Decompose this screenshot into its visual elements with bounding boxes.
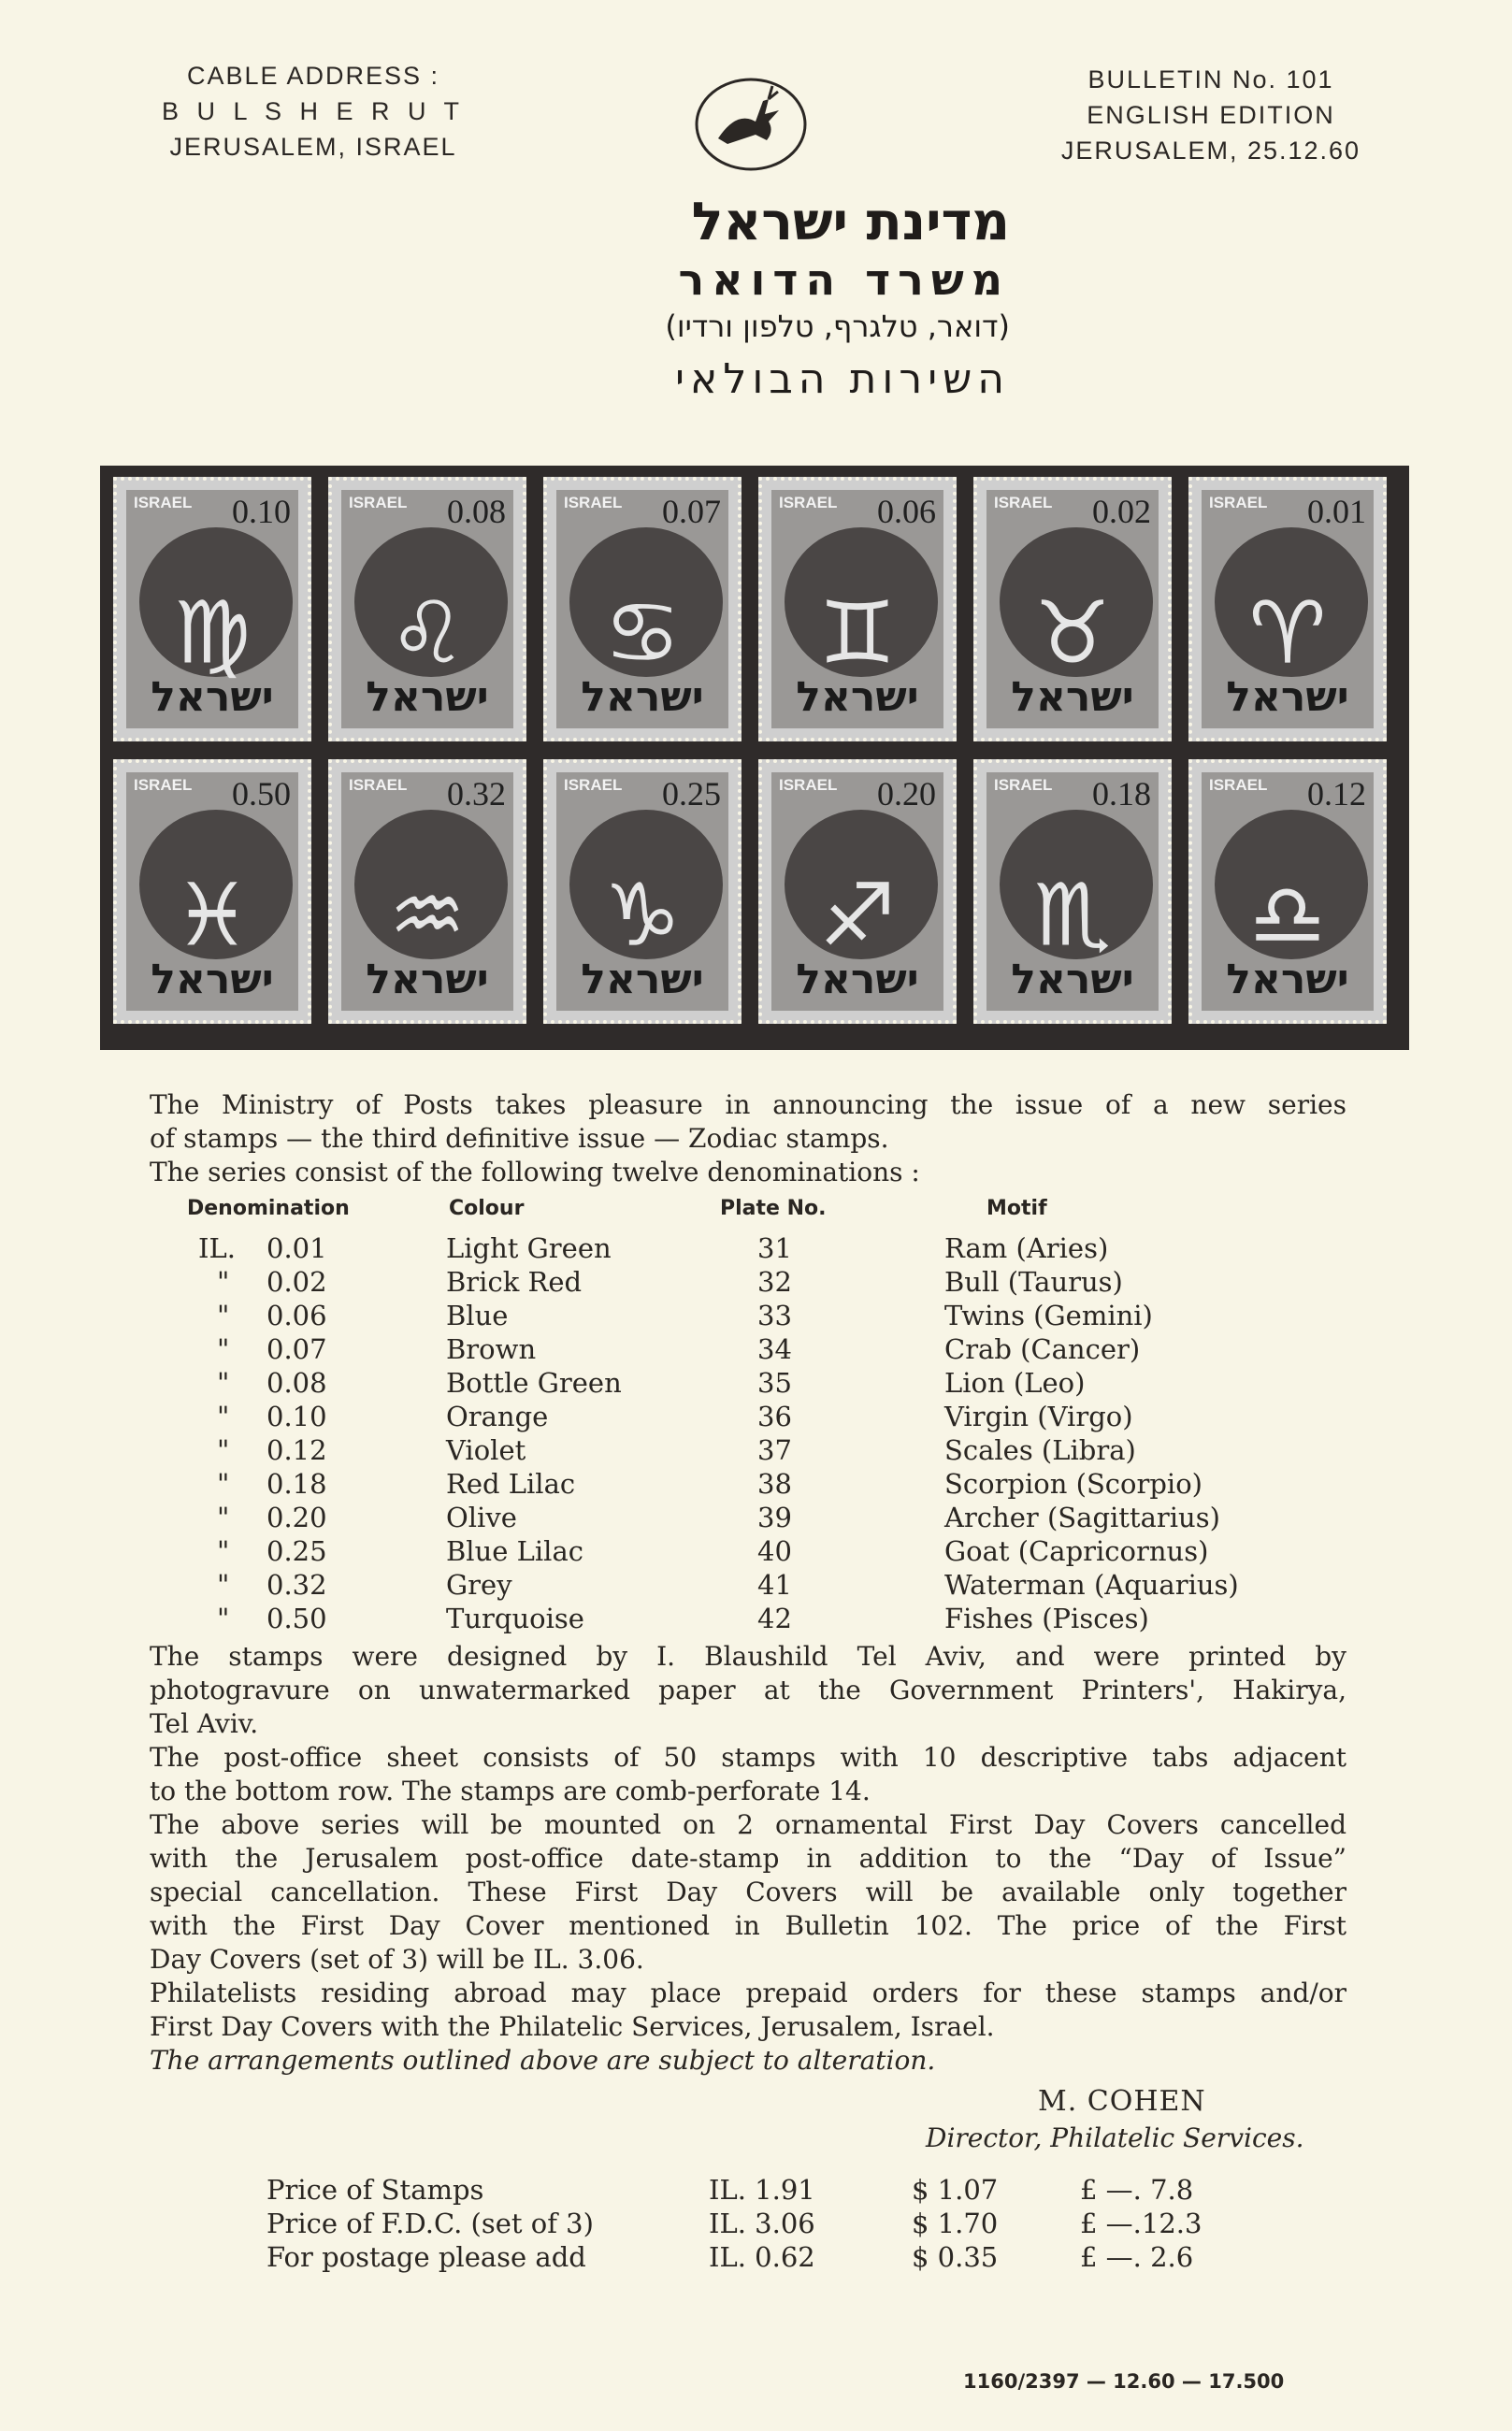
stamp-country: ISRAEL: [779, 494, 838, 511]
cable-address-label: CABLE ADDRESS :: [186, 62, 440, 90]
text-line: to the bottom row. The stamps are comb-perforate 14.: [150, 1776, 871, 1806]
stamp-country: ISRAEL: [1209, 494, 1268, 511]
text-line: Philatelists residing abroad may place prepaid orders for these stamps and/or: [150, 1978, 1346, 2008]
stamp-value: 0.12: [1307, 775, 1366, 813]
text-line: The post-office sheet consists of 50 stamps with 10 descriptive tabs adjacent: [150, 1742, 1346, 1773]
stamp-hebrew-name: ישראל: [796, 956, 919, 1003]
denomination-prefix: ": [217, 1603, 230, 1634]
price-label: Price of F.D.C. (set of 3): [266, 2208, 594, 2239]
stamp-hebrew-name: ישראל: [581, 673, 704, 721]
zodiac-stamp: [758, 477, 957, 741]
denomination-value: 0.50: [266, 1603, 327, 1634]
paragraph-design: [150, 1640, 1346, 2078]
stamp-country: ISRAEL: [134, 494, 193, 511]
stamp-motif: Fishes (Pisces): [944, 1603, 1149, 1634]
stamp-image: [986, 772, 1159, 1011]
stamp-motif: Waterman (Aquarius): [944, 1569, 1239, 1601]
col-header-plate: Plate No.: [720, 1197, 827, 1220]
stamp-country: ISRAEL: [134, 776, 193, 794]
stamp-hebrew-name: ישראל: [366, 673, 489, 721]
stamp-motif: Goat (Capricornus): [944, 1535, 1209, 1567]
stamp-colour: Bottle Green: [446, 1367, 622, 1399]
cable-address-block: [159, 58, 468, 165]
price-us-dollars: $ 1.07: [912, 2174, 999, 2206]
bulletin-edition: ENGLISH EDITION: [1087, 101, 1335, 129]
stamp-image: [771, 490, 943, 728]
denomination-prefix: ": [217, 1266, 230, 1298]
plate-number: 42: [757, 1603, 792, 1634]
stamp-country: ISRAEL: [1209, 776, 1268, 794]
price-us-dollars: $ 1.70: [912, 2208, 999, 2239]
text-line: The stamps were designed by I. Blaushild Tel Aviv, and were printed by: [150, 1641, 1346, 1672]
zodiac-sign-icon: ♉: [1033, 583, 1112, 683]
zodiac-stamp: [328, 477, 526, 741]
stamp-value: 0.06: [877, 493, 936, 530]
stamp-hebrew-name: ישראל: [1226, 956, 1349, 1003]
denomination-value: 0.01: [266, 1232, 327, 1264]
price-israeli-pounds: IL. 1.91: [709, 2174, 815, 2206]
stamp-value: 0.10: [232, 493, 291, 530]
price-israeli-pounds: IL. 3.06: [709, 2208, 815, 2239]
text-line: with the Jerusalem post-office date-stamp in addition to the “Day of Issue”: [150, 1843, 1346, 1874]
stamp-value: 0.18: [1092, 775, 1151, 813]
denomination-value: 0.06: [266, 1300, 327, 1331]
stamp-colour: Grey: [446, 1569, 512, 1601]
price-sterling: £ —.12.3: [1080, 2208, 1202, 2239]
zodiac-stamp: [973, 477, 1172, 741]
text-line: photogravure on unwatermarked paper at the Government Printers', Hakirya,: [150, 1675, 1346, 1705]
stamp-country: ISRAEL: [349, 776, 408, 794]
stamp-image: [771, 772, 943, 1011]
denomination-prefix: ": [217, 1434, 230, 1466]
stamp-value: 0.50: [232, 775, 291, 813]
zodiac-sign-icon: ♏: [1033, 865, 1112, 966]
zodiac-stamp: [113, 477, 311, 741]
plate-number: 31: [757, 1232, 792, 1264]
bulletin-number: BULLETIN No. 101: [1087, 65, 1334, 94]
stamp-value: 0.32: [447, 775, 506, 813]
stamp-hebrew-name: ישראל: [796, 673, 919, 721]
zodiac-stamp: [543, 759, 742, 1024]
denomination-prefix: ": [217, 1333, 230, 1365]
price-israeli-pounds: IL. 0.62: [709, 2241, 815, 2273]
zodiac-stamp: [1188, 759, 1387, 1024]
price-label: Price of Stamps: [266, 2174, 484, 2206]
denomination-value: 0.08: [266, 1367, 327, 1399]
text-line: First Day Covers with the Philatelic Services, Jerusalem, Israel.: [150, 2011, 995, 2042]
plate-number: 34: [757, 1333, 792, 1365]
price-sterling: £ —. 2.6: [1080, 2241, 1194, 2273]
price-label: For postage please add: [266, 2241, 586, 2273]
stamp-value: 0.25: [662, 775, 721, 813]
plate-number: 39: [757, 1502, 792, 1533]
stamp-hebrew-name: ישראל: [581, 956, 704, 1003]
stamp-image: [126, 772, 298, 1011]
denomination-value: 0.02: [266, 1266, 327, 1298]
denomination-value: 0.32: [266, 1569, 327, 1601]
text-line: with the First Day Cover mentioned in Bulletin 102. The price of the First: [150, 1910, 1346, 1941]
stamp-hebrew-name: ישראל: [1011, 673, 1134, 721]
hebrew-subtitle-services: (דואר, טלגרף, טלפון ורדיו): [665, 309, 1010, 344]
stamp-colour: Violet: [446, 1434, 526, 1466]
zodiac-sign-icon: ♌: [388, 583, 467, 683]
stamp-hebrew-name: ישראל: [366, 956, 489, 1003]
stamp-colour: Orange: [446, 1401, 549, 1432]
zodiac-sign-icon: ♊: [818, 583, 897, 683]
stamp-country: ISRAEL: [564, 494, 623, 511]
stamp-colour: Red Lilac: [446, 1468, 576, 1500]
zodiac-sign-icon: ♈: [1248, 583, 1327, 683]
zodiac-stamp: [543, 477, 742, 741]
zodiac-sign-icon: ♑: [603, 865, 682, 966]
stamp-hebrew-name: ישראל: [151, 673, 274, 721]
stamp-country: ISRAEL: [779, 776, 838, 794]
stamp-colour: Blue: [446, 1300, 509, 1331]
stamp-value: 0.08: [447, 493, 506, 530]
stamp-hebrew-name: ישראל: [151, 956, 274, 1003]
text-line: The above series will be mounted on 2 ornamental First Day Covers cancelled: [150, 1809, 1346, 1840]
denomination-value: 0.12: [266, 1434, 327, 1466]
stamp-value: 0.07: [662, 493, 721, 530]
stamp-image: [556, 772, 728, 1011]
text-line-alteration-note: The arrangements outlined above are subject to alteration.: [150, 2045, 936, 2076]
stamp-motif: Lion (Leo): [944, 1367, 1086, 1399]
col-header-denomination: Denomination: [187, 1197, 350, 1220]
stamp-hebrew-name: ישראל: [1011, 956, 1134, 1003]
stamp-colour: Brown: [446, 1333, 537, 1365]
stamp-colour: Olive: [446, 1502, 517, 1533]
col-header-motif: Motif: [986, 1197, 1047, 1220]
stamp-image: [556, 490, 728, 728]
stamp-motif: Twins (Gemini): [944, 1300, 1153, 1331]
stamp-colour: Light Green: [446, 1232, 612, 1264]
stamp-colour: Blue Lilac: [446, 1535, 583, 1567]
stamp-image: [986, 490, 1159, 728]
plate-number: 36: [757, 1401, 792, 1432]
zodiac-stamp: [973, 759, 1172, 1024]
cable-address-city: JERUSALEM, ISRAEL: [169, 133, 457, 161]
stamp-hebrew-name: ישראל: [1226, 673, 1349, 721]
denomination-prefix: ": [217, 1468, 230, 1500]
denomination-prefix: IL.: [198, 1232, 236, 1264]
stamp-motif: Ram (Aries): [944, 1232, 1109, 1264]
denomination-prefix: ": [217, 1401, 230, 1432]
stamp-colour: Turquoise: [446, 1603, 584, 1634]
zodiac-stamp: [758, 759, 957, 1024]
bulletin-block: [1047, 62, 1375, 168]
bulletin-date: JERUSALEM, 25.12.60: [1060, 137, 1361, 165]
denomination-prefix: ": [217, 1367, 230, 1399]
denomination-prefix: ": [217, 1502, 230, 1533]
stamp-motif: Virgin (Virgo): [944, 1401, 1133, 1432]
denomination-value: 0.07: [266, 1333, 327, 1365]
stamp-value: 0.02: [1092, 493, 1151, 530]
intro-line: The Ministry of Posts takes pleasure in announcing the issue of a new series: [150, 1089, 1346, 1120]
plate-number: 32: [757, 1266, 792, 1298]
intro-line: of stamps — the third definitive issue — Zodiac stamps.: [150, 1123, 889, 1154]
plate-number: 33: [757, 1300, 792, 1331]
denomination-value: 0.20: [266, 1502, 327, 1533]
intro-line: The series consist of the following twelve denominations :: [150, 1157, 920, 1187]
price-us-dollars: $ 0.35: [912, 2241, 999, 2273]
denomination-prefix: ": [217, 1535, 230, 1567]
denomination-value: 0.10: [266, 1401, 327, 1432]
stamp-image: [341, 772, 513, 1011]
zodiac-stamp: [1188, 477, 1387, 741]
denomination-value: 0.18: [266, 1468, 327, 1500]
text-line: Day Covers (set of 3) will be IL. 3.06.: [150, 1944, 644, 1975]
stamp-image: [1202, 772, 1374, 1011]
stamp-value: 0.01: [1307, 493, 1366, 530]
stamp-value: 0.20: [877, 775, 936, 813]
plate-number: 38: [757, 1468, 792, 1500]
stamp-image: [341, 490, 513, 728]
plate-number: 35: [757, 1367, 792, 1399]
signature-title: Director, Philatelic Services.: [926, 2122, 1304, 2153]
zodiac-sign-icon: ♋: [603, 583, 682, 683]
stamp-motif: Scales (Libra): [944, 1434, 1136, 1466]
stamp-country: ISRAEL: [349, 494, 408, 511]
hebrew-title-ministry: משרד הדואר: [678, 254, 1010, 305]
price-sterling: £ —. 7.8: [1080, 2174, 1194, 2206]
hebrew-title-philatelic: השירות הבולאי: [675, 355, 1010, 403]
print-code-footer: 1160/2397 — 12.60 — 17.500: [963, 2370, 1285, 2393]
zodiac-sign-icon: ♒: [388, 865, 467, 966]
stamp-motif: Crab (Cancer): [944, 1333, 1141, 1365]
zodiac-sign-icon: ♍: [173, 583, 252, 683]
stamp-image: [1202, 490, 1374, 728]
denomination-prefix: ": [217, 1569, 230, 1601]
denomination-prefix: ": [217, 1300, 230, 1331]
zodiac-sign-icon: ♐: [818, 865, 897, 966]
plate-number: 37: [757, 1434, 792, 1466]
text-line: special cancellation. These First Day Covers will be available only together: [150, 1877, 1346, 1907]
zodiac-stamp: [113, 759, 311, 1024]
stamp-motif: Archer (Sagittarius): [944, 1502, 1220, 1533]
postal-deer-emblem: [690, 73, 812, 176]
signature-name: M. COHEN: [1038, 2085, 1206, 2118]
denomination-value: 0.25: [266, 1535, 327, 1567]
stamp-country: ISRAEL: [994, 494, 1053, 511]
stamp-colour: Brick Red: [446, 1266, 583, 1298]
stamp-image: [126, 490, 298, 728]
stamp-motif: Bull (Taurus): [944, 1266, 1123, 1298]
cable-address-code: B U L S H E R U T: [161, 97, 466, 125]
plate-number: 41: [757, 1569, 792, 1601]
intro-paragraph: [150, 1088, 1346, 1189]
stamp-motif: Scorpion (Scorpio): [944, 1468, 1202, 1500]
zodiac-stamp: [328, 759, 526, 1024]
col-header-colour: Colour: [449, 1197, 525, 1220]
zodiac-sign-icon: ♓: [173, 865, 252, 966]
zodiac-sign-icon: ♎: [1248, 865, 1327, 966]
text-line: Tel Aviv.: [150, 1708, 259, 1739]
stamp-sheet: [100, 466, 1409, 1050]
hebrew-title-state: מדינת ישראל: [691, 192, 1010, 252]
stamp-country: ISRAEL: [564, 776, 623, 794]
plate-number: 40: [757, 1535, 792, 1567]
stamp-country: ISRAEL: [994, 776, 1053, 794]
